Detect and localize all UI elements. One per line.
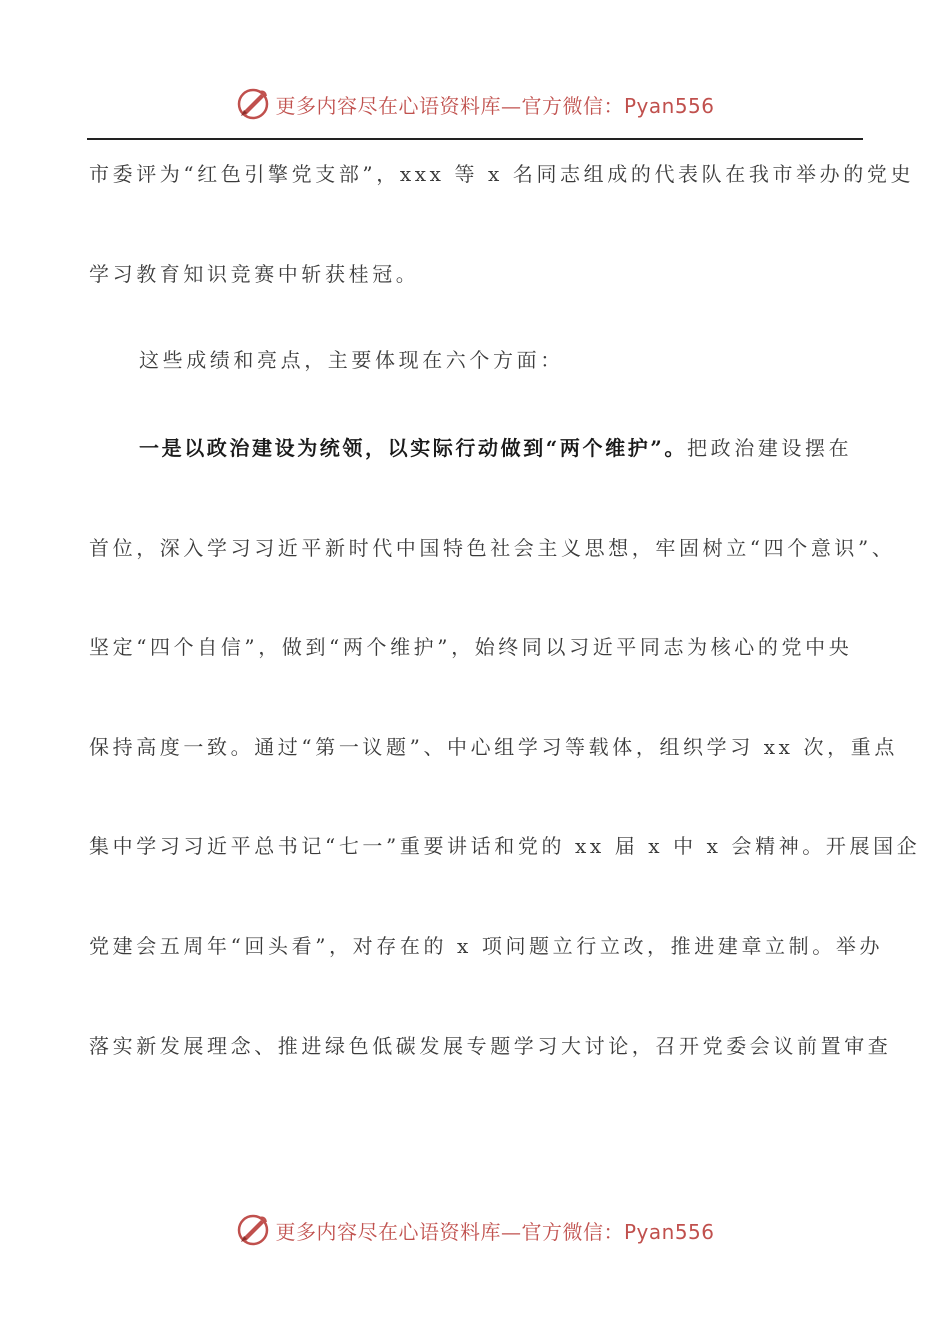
header-divider <box>87 138 863 140</box>
text-line: 这些成绩和亮点，主要体现在六个方面： <box>139 348 564 372</box>
text-line: 集中学习习近平总书记“七一”重要讲话和党的 xx 届 x 中 x 会精神。开展国企 <box>89 834 921 858</box>
pen-logo-icon <box>235 86 271 122</box>
watermark-text: 更多内容尽在心语资料库—官方微信：Pyan556 <box>275 93 715 118</box>
section-heading-line <box>139 432 852 461</box>
text-line: 党建会五周年“回头看”，对存在的 x 项问题立行立改，推进建章立制。举办 <box>89 934 884 958</box>
watermark-text: 更多内容尽在心语资料库—官方微信：Pyan556 <box>275 1219 715 1244</box>
text-line: 学习教育知识竞赛中斩获桂冠。 <box>89 262 420 286</box>
section-heading: 一是以政治建设为统领，以实际行动做到“两个维护”。 <box>139 436 688 460</box>
footer-watermark <box>0 1210 950 1250</box>
pen-logo-icon <box>235 1212 271 1248</box>
text-line: 保持高度一致。通过“第一议题”、中心组学习等载体，组织学习 xx 次，重点 <box>89 735 898 759</box>
text-line: 落实新发展理念、推进绿色低碳发展专题学习大讨论，召开党委会议前置审查 <box>89 1034 892 1058</box>
heading-continuation: 把政治建设摆在 <box>687 436 853 460</box>
text-line: 市委评为“红色引擎党支部”，xxx 等 x 名同志组成的代表队在我市举办的党史 <box>89 162 915 186</box>
text-line: 坚定“四个自信”，做到“两个维护”，始终同以习近平同志为核心的党中央 <box>89 635 853 659</box>
header-watermark <box>0 84 950 124</box>
text-line: 首位，深入学习习近平新时代中国特色社会主义思想，牢固树立“四个意识”、 <box>89 536 896 560</box>
